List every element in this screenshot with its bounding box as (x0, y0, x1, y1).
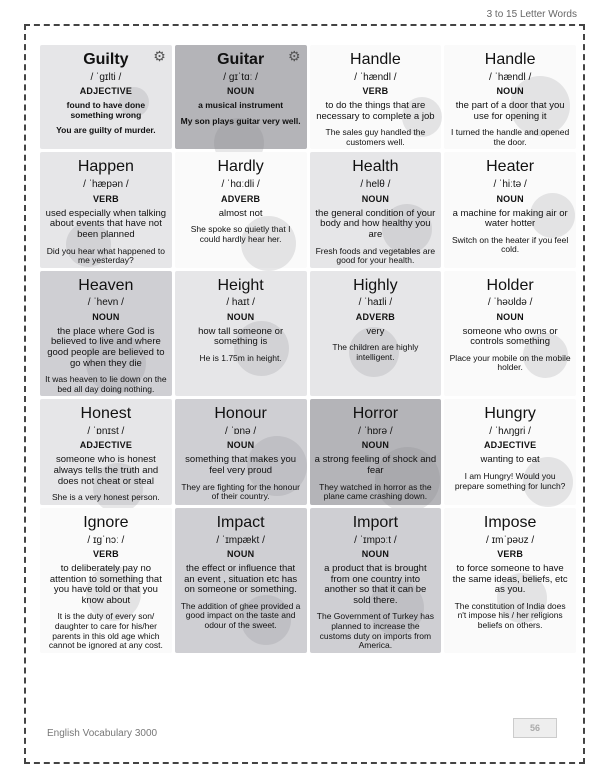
card-example: Switch on the heater if you feel cold. (452, 234, 569, 255)
vocab-card-guitar (175, 45, 307, 149)
card-word: Impact (216, 513, 265, 531)
card-word: Honour (214, 405, 267, 423)
card-part-of-speech: NOUN (92, 311, 120, 322)
card-phonetic: / ɪmˈpəʊz / (486, 534, 535, 546)
card-example: The Government of Turkey has planned to increase the customs duty on imports from America. (316, 611, 434, 651)
card-part-of-speech: NOUN (361, 440, 390, 451)
vocab-card-impact (175, 508, 307, 653)
card-definition: something that makes you feel very proud (185, 454, 297, 477)
card-example: You are guilty of murder. (56, 125, 156, 136)
card-part-of-speech: ADJECTIVE (483, 440, 537, 451)
card-example: She is a very honest person. (52, 492, 160, 503)
card-part-of-speech: NOUN (226, 311, 255, 322)
card-example: I turned the handle and opened the door. (451, 127, 570, 147)
vocab-card-ignore (40, 508, 172, 653)
card-part-of-speech: NOUN (496, 311, 524, 322)
vocab-card-honour (175, 399, 307, 505)
vocab-card-height (175, 271, 307, 397)
card-part-of-speech: ADVERB (355, 311, 395, 322)
card-word: Handle (484, 51, 536, 68)
card-example: It was heaven to lie down on the bed all day doing nothing. (45, 374, 167, 394)
card-example: They watched in horror as the plane came crashing down. (319, 481, 432, 502)
card-part-of-speech: NOUN (226, 548, 255, 559)
card-phonetic: / ˈhændl / (354, 71, 397, 83)
vocab-card-highly (310, 271, 442, 397)
card-definition: found to have done something wrong (66, 100, 146, 120)
vocab-card-happen (40, 152, 172, 267)
card-phonetic: / ˈɪmpækt / (216, 534, 265, 546)
card-phonetic: / ˈɒnə / (225, 426, 257, 438)
card-phonetic: / ˈhɒrə / (358, 426, 393, 438)
card-part-of-speech: VERB (362, 86, 389, 97)
card-example: She spoke so quietly that I could hardly hear her. (190, 224, 291, 244)
vocabulary-grid (40, 45, 576, 651)
card-definition: the effect or influence that an event , situation etc has on someone or something. (184, 562, 298, 596)
card-example: They are fighting for the honour of their country. (181, 481, 300, 502)
card-definition: to force someone to have the same ideas, beliefs, etc as you. (452, 562, 568, 596)
vocab-card-hungry (444, 399, 576, 505)
card-word: Import (352, 513, 399, 531)
card-definition: to deliberately pay no attention to something that you have told or that you know about (49, 562, 162, 606)
card-part-of-speech: ADJECTIVE (79, 86, 133, 97)
vocab-card-heater (444, 152, 576, 267)
vocab-card-heaven (40, 271, 172, 397)
vocab-card-hardly (175, 152, 307, 267)
card-phonetic: / ˈhəʊldə / (487, 297, 533, 309)
card-definition: to do the things that are necessary to complete a job (316, 100, 435, 122)
gear-icon: ⚙ (153, 48, 166, 64)
card-example: The children are highly intelligent. (332, 342, 419, 362)
card-word: Height (217, 276, 264, 294)
card-word: Hungry (484, 405, 536, 423)
card-definition: the place where God is believed to live and where good people are believed to go when they die (47, 325, 165, 369)
card-word: Guitar (217, 51, 265, 68)
card-word: Heater (486, 158, 535, 176)
card-word: Health (352, 158, 399, 176)
card-definition: very (366, 325, 385, 337)
card-definition: the general condition of your body and how healthy you are (315, 207, 436, 240)
card-example: The constitution of India does n't impose his / her religions beliefs on others. (454, 600, 566, 630)
card-phonetic: / ɡɪˈtɑː / (223, 71, 258, 83)
card-example: It is the duty of every son/ daughter to care for his/her parents in this old age which cannot be ignored at any cost. (48, 611, 163, 651)
card-word: Guilty (83, 51, 129, 68)
card-definition: the part of a door that you use for opening it (455, 100, 565, 122)
card-part-of-speech: VERB (497, 548, 524, 559)
card-definition: a product that is brought from one country into another so that it can be sold there. (324, 562, 427, 606)
card-phonetic: / helθ / (360, 179, 391, 191)
card-part-of-speech: ADVERB (221, 193, 261, 204)
card-phonetic: / ˈhaɪli / (358, 297, 393, 309)
vocab-card-handle (310, 45, 442, 149)
card-definition: almost not (218, 207, 263, 219)
card-part-of-speech: NOUN (361, 193, 390, 204)
card-part-of-speech: VERB (92, 548, 119, 559)
card-example: My son plays guitar very well. (180, 115, 301, 126)
card-word: Impose (483, 513, 537, 531)
card-phonetic: / haɪt / (226, 297, 255, 309)
card-definition: someone who owns or controls something (462, 325, 558, 348)
vocab-card-health (310, 152, 442, 267)
vocab-card-handle (444, 45, 576, 149)
card-word: Horror (352, 405, 399, 423)
card-phonetic: / ɪɡˈnɔː / (87, 534, 125, 546)
card-part-of-speech: VERB (92, 193, 119, 204)
card-phonetic: / ˈɡɪlti / (90, 71, 122, 83)
card-word: Honest (80, 405, 132, 423)
card-example: He is 1.75m in height. (199, 352, 282, 363)
card-word: Handle (350, 51, 401, 68)
card-phonetic: / ˈhændl / (489, 71, 532, 83)
vocab-card-guilty (40, 45, 172, 149)
card-phonetic: / ˈhʌŋɡri / (489, 426, 531, 438)
vocab-card-horror (310, 399, 442, 505)
card-part-of-speech: NOUN (496, 193, 524, 204)
page-number: 56 (513, 718, 557, 738)
footer-book-title: English Vocabulary 3000 (47, 728, 158, 739)
card-example: Did you hear what happened to me yesterday? (46, 245, 165, 266)
card-definition: a machine for making air or water hotter (452, 207, 568, 230)
card-example: I am Hungry! Would you prepare something for lunch? (454, 471, 566, 491)
card-definition: used especially when talking about events that have not been planned (45, 207, 167, 240)
card-part-of-speech: NOUN (496, 86, 524, 97)
card-phonetic: / ˈɪmpɔːt / (354, 534, 397, 546)
card-definition: how tall someone or something is (198, 325, 284, 348)
card-word: Heaven (78, 276, 134, 294)
card-example: The addition of ghee provided a good impact on the taste and odour of the sweet. (180, 600, 301, 630)
card-definition: a strong feeling of shock and fear (314, 454, 437, 477)
card-phonetic: / ˈhiːtə / (493, 179, 527, 191)
vocab-card-import (310, 508, 442, 653)
card-definition: a musical instrument (198, 100, 284, 111)
card-word: Ignore (83, 513, 129, 531)
card-phonetic: / ˈhɑːdli / (221, 179, 260, 191)
card-phonetic: / ˈhevn / (87, 297, 124, 309)
vocab-card-honest (40, 399, 172, 505)
card-phonetic: / ˈhæpən / (83, 179, 129, 191)
card-part-of-speech: NOUN (226, 440, 255, 451)
card-word: Happen (77, 158, 134, 176)
card-word: Holder (486, 276, 534, 294)
card-part-of-speech: ADJECTIVE (79, 440, 133, 451)
card-example: Place your mobile on the mobile holder. (449, 352, 571, 373)
card-definition: someone who is honest always tells the truth and does not cheat or steal (53, 454, 159, 487)
gear-icon: ⚙ (287, 48, 301, 64)
card-example: The sales guy handled the customers well. (325, 127, 426, 147)
card-word: Highly (353, 276, 398, 294)
card-phonetic: / ˈɒnɪst / (87, 426, 125, 438)
vocab-card-impose (444, 508, 576, 653)
card-word: Hardly (217, 158, 264, 176)
card-part-of-speech: NOUN (226, 86, 255, 97)
vocab-card-holder (444, 271, 576, 397)
card-part-of-speech: NOUN (361, 548, 390, 559)
card-definition: wanting to eat (480, 454, 540, 466)
page-header: 3 to 15 Letter Words (486, 9, 577, 20)
card-example: Fresh foods and vegetables are good for your health. (315, 245, 436, 266)
